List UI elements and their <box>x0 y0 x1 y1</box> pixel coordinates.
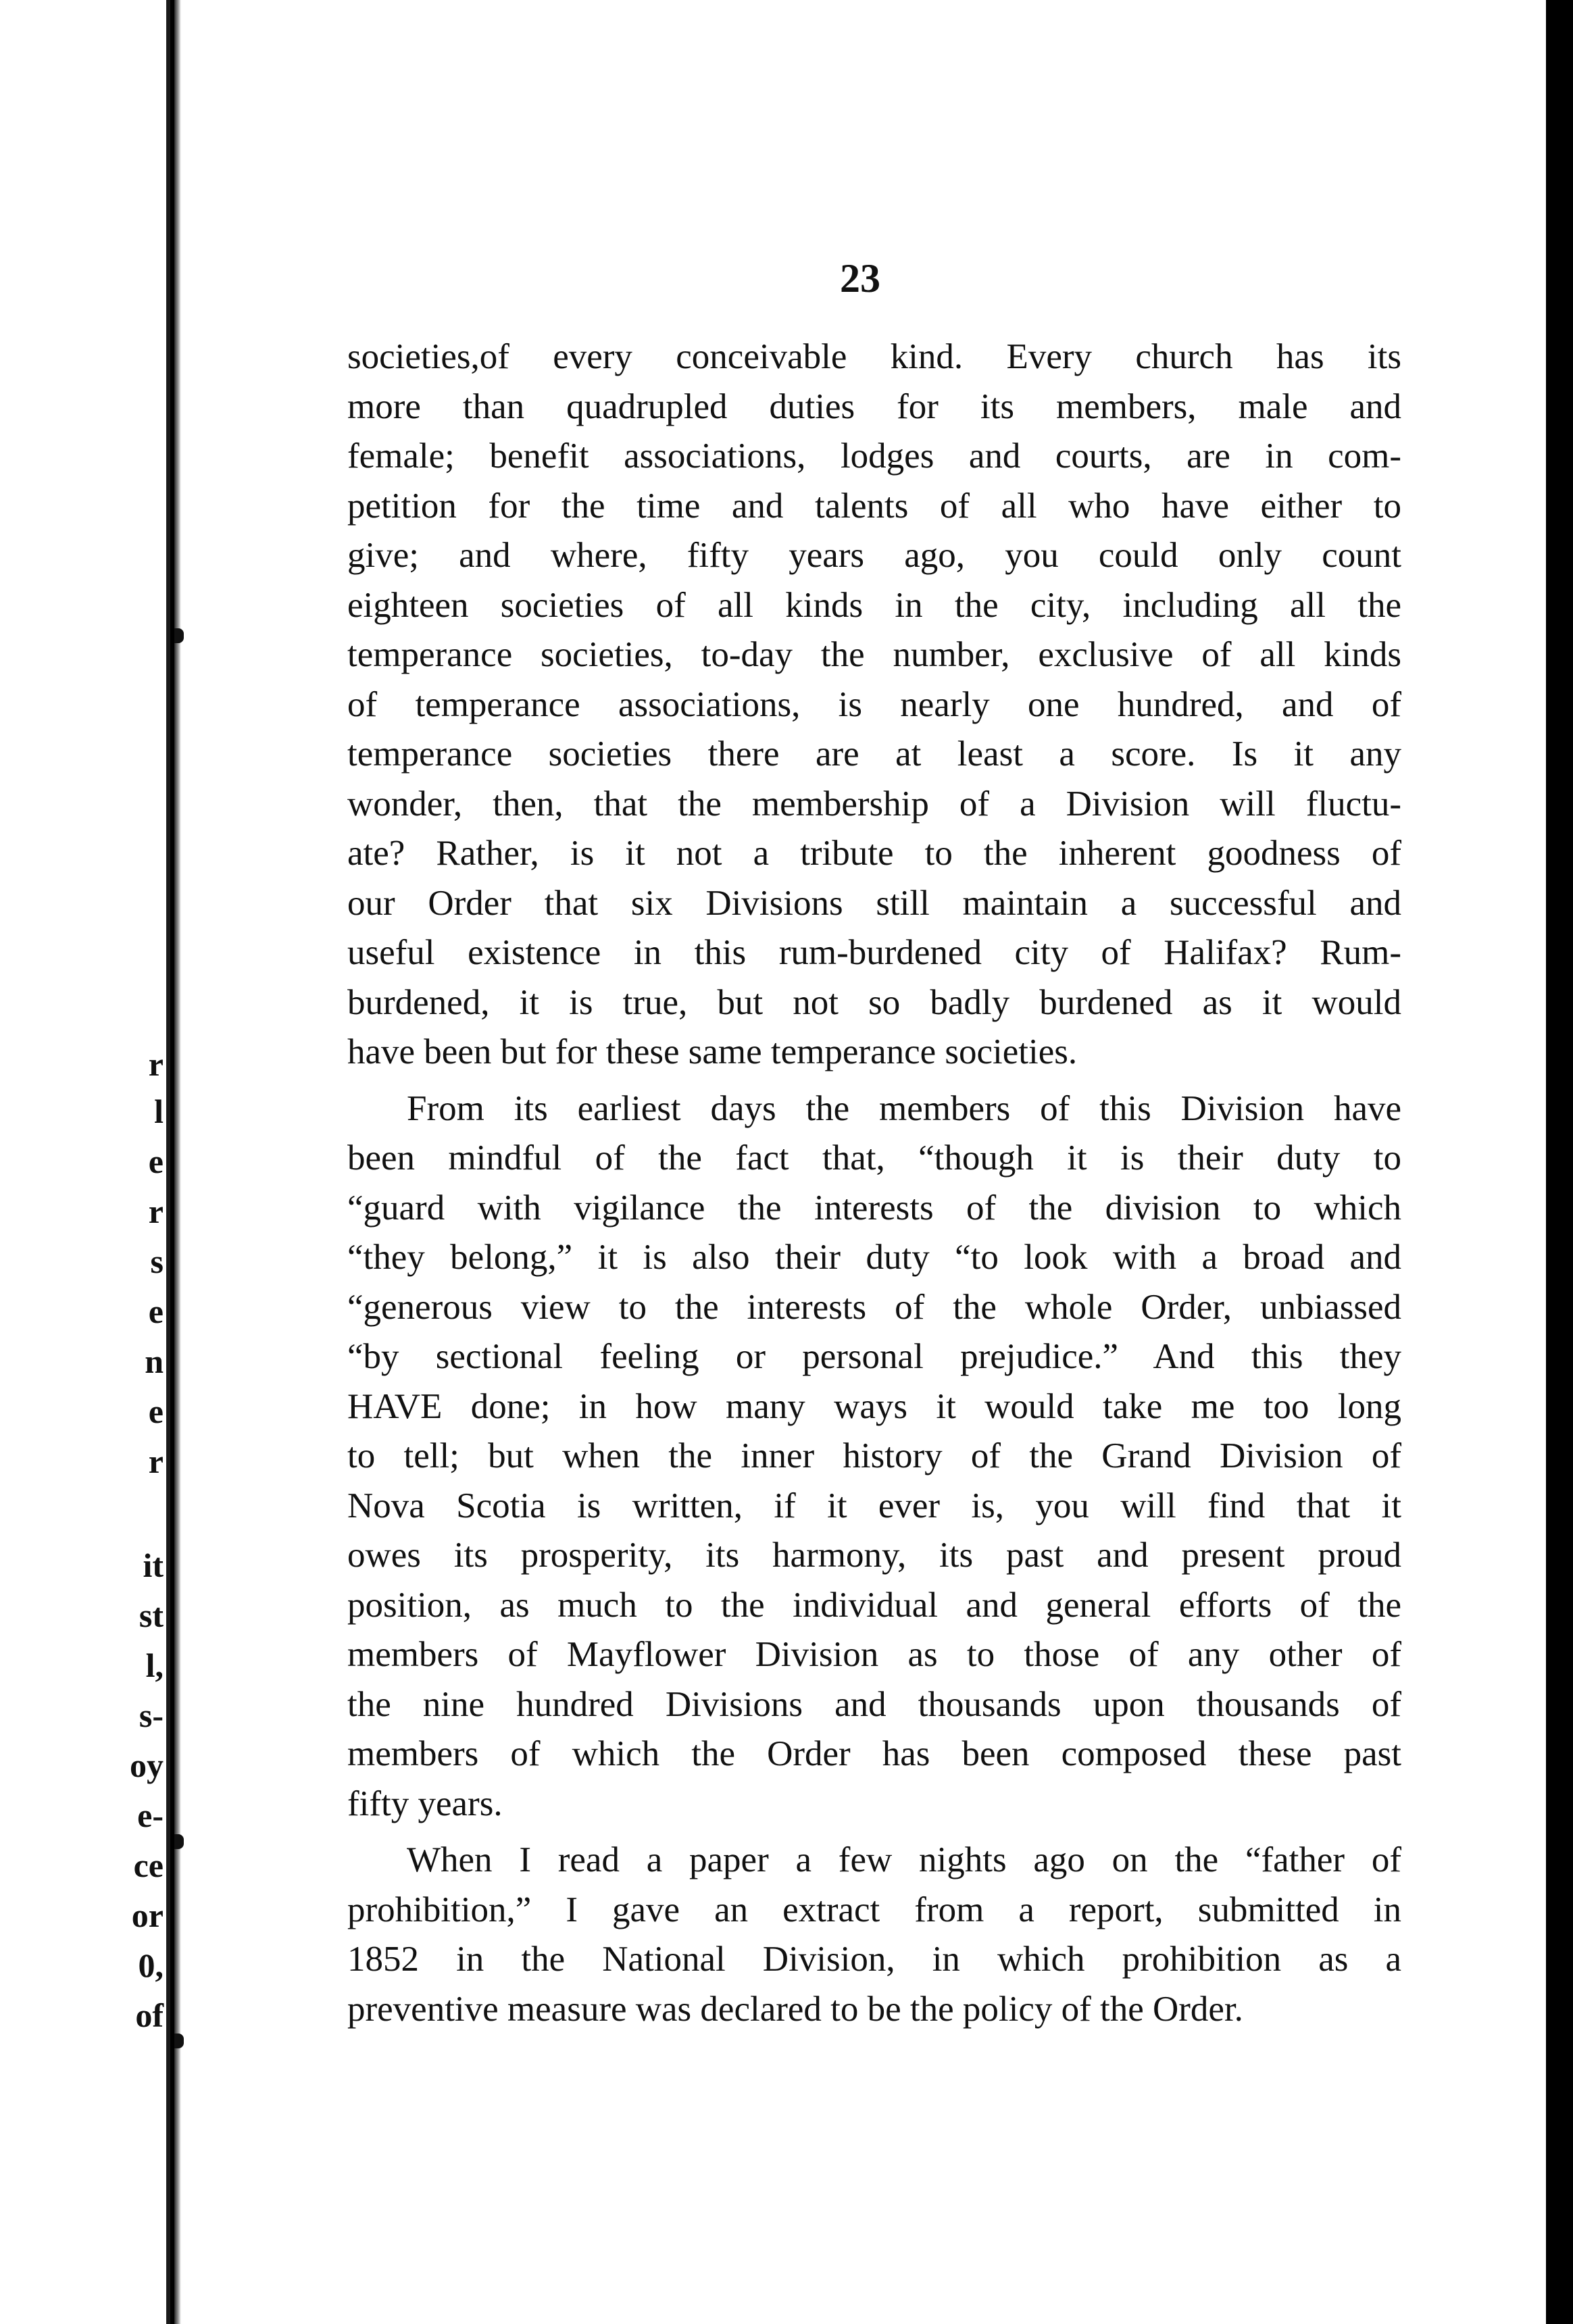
text-line: “they belong,” it is also their duty “to look with a broad and <box>347 1238 1401 1277</box>
binding-mark <box>174 628 184 643</box>
text-line: prohibition,” I gave an extract from a report, submitted in <box>347 1890 1401 1929</box>
facing-page-fragment: s- <box>139 1696 164 1734</box>
facing-page-fragment: st <box>139 1596 164 1634</box>
text-line: of temperance associations, is nearly one hundred, and of <box>347 684 1401 724</box>
text-line: From its earliest days the members of this Division have <box>407 1088 1401 1128</box>
facing-page-fragment: e- <box>137 1796 164 1834</box>
facing-page-fragment: r <box>148 1192 164 1230</box>
facing-page-fragment: e <box>148 1392 164 1430</box>
text-line: female; benefit associations, lodges and courts, are in com- <box>347 436 1401 476</box>
text-line: “guard with vigilance the interests of the division to which <box>347 1188 1401 1228</box>
page-number: 23 <box>840 256 880 301</box>
text-line: wonder, then, that the membership of a Division will fluctu- <box>347 784 1401 824</box>
text-line: ate? Rather, is it not a tribute to the inherent goodness of <box>347 834 1401 873</box>
text-line: members of Mayflower Division as to those of any other of <box>347 1635 1401 1674</box>
binding-mark <box>174 1834 184 1849</box>
facing-page-fragment: r <box>148 1045 164 1083</box>
text-line: been mindful of the fact that, “though it is their duty to <box>347 1138 1401 1178</box>
facing-page-fragment: e <box>148 1292 164 1330</box>
facing-page-fragment: l, <box>145 1646 164 1684</box>
text-line: When I read a paper a few nights ago on the “father of <box>407 1840 1401 1879</box>
facing-page <box>0 0 170 2324</box>
text-line: societies,of every conceivable kind. Every church has its <box>347 337 1401 376</box>
text-line: HAVE done; in how many ways it would take me too long <box>347 1386 1401 1426</box>
paragraph <box>347 1084 1401 1829</box>
facing-page-fragment: ce <box>133 1846 164 1884</box>
text-line: Nova Scotia is written, if it ever is, you will find that it <box>347 1486 1401 1525</box>
facing-page-fragment: oy <box>130 1746 164 1784</box>
text-line: have been but for these same temperance societies. <box>347 1032 1078 1071</box>
facing-page-fragment: s <box>150 1242 164 1280</box>
text-line: temperance societies, to-day the number, exclusive of all kinds <box>347 635 1401 674</box>
paragraph <box>347 1836 1401 2034</box>
text-line: members of which the Order has been composed these past <box>347 1734 1401 1773</box>
body-text <box>347 332 1401 2034</box>
facing-page-fragment: r <box>148 1442 164 1480</box>
binding-mark <box>174 2034 184 2048</box>
text-line: give; and where, fifty years ago, you could only count <box>347 536 1401 575</box>
paragraph-gap <box>347 1078 1401 1084</box>
text-line: more than quadrupled duties for its members, male and <box>347 386 1401 426</box>
text-line: preventive measure was declared to be the policy of the Order. <box>347 1989 1243 2029</box>
facing-page-fragment: it <box>143 1546 164 1584</box>
paragraph <box>347 332 1401 1078</box>
text-line: our Order that six Divisions still maintain a successful and <box>347 883 1401 923</box>
text-line: position, as much to the individual and general efforts of the <box>347 1585 1401 1625</box>
facing-page-fragment: or <box>131 1896 164 1934</box>
facing-page-fragment: e <box>148 1142 164 1180</box>
facing-page-fragment: n <box>145 1342 164 1380</box>
paragraph-gap <box>347 1829 1401 1836</box>
text-line: to tell; but when the inner history of the Grand Division of <box>347 1436 1401 1475</box>
text-line: temperance societies there are at least a score. Is it any <box>347 734 1401 774</box>
page-gutter <box>174 0 181 2324</box>
facing-page-fragment: l <box>154 1092 164 1130</box>
text-line: eighteen societies of all kinds in the city, including all the <box>347 585 1401 625</box>
text-line: “generous view to the interests of the whole Order, unbiassed <box>347 1287 1401 1327</box>
text-line: 1852 in the National Division, in which prohibition as a <box>347 1940 1401 1979</box>
text-line: owes its prosperity, its harmony, its past and present proud <box>347 1536 1401 1575</box>
text-line: petition for the time and talents of all who have either to <box>347 486 1401 526</box>
facing-page-fragment: of <box>135 1996 164 2034</box>
text-line: fifty years. <box>347 1784 503 1823</box>
text-line: useful existence in this rum-burdened city of Halifax? Rum- <box>347 933 1401 972</box>
text-line: the nine hundred Divisions and thousands upon thousands of <box>347 1684 1401 1724</box>
text-line: “by sectional feeling or personal prejudice.” And this they <box>347 1337 1401 1376</box>
book-page <box>174 0 1546 2324</box>
text-line: burdened, it is true, but not so badly burdened as it would <box>347 982 1401 1022</box>
facing-page-fragment: 0, <box>138 1946 164 1984</box>
